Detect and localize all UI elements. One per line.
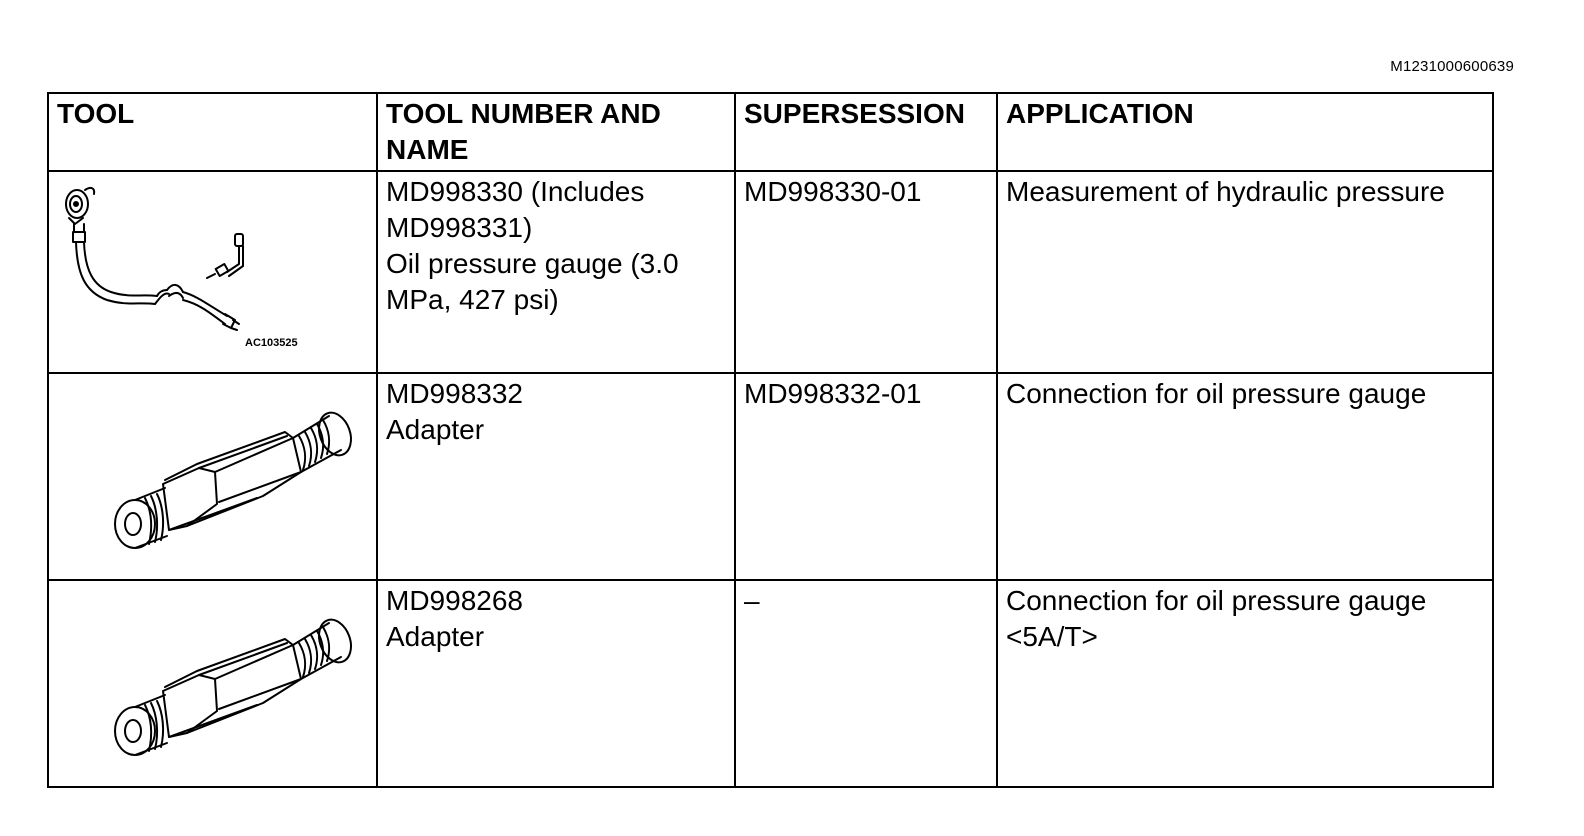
adapter-icon	[57, 583, 384, 786]
header-application: APPLICATION	[997, 93, 1493, 171]
tool-number: MD998330 (Includes MD998331)	[386, 176, 645, 243]
tool-number: MD998332	[386, 378, 523, 409]
document-id: M1231000600639	[1390, 58, 1514, 75]
supersession-cell: MD998332-01	[735, 373, 997, 580]
header-tool-number-and-name: TOOL NUMBER AND NAME	[377, 93, 735, 171]
application-cell: Connection for oil pressure gauge	[997, 373, 1493, 580]
tool-image-cell	[48, 171, 377, 373]
special-tools-table	[47, 92, 1494, 788]
tool-image-label: AC103525	[245, 337, 298, 349]
oil-pressure-gauge-icon	[57, 174, 384, 372]
supersession-cell: –	[735, 580, 997, 787]
header-supersession: SUPERSESSION	[735, 93, 997, 171]
tool-number-cell	[377, 171, 735, 373]
table-row	[48, 373, 1493, 580]
tool-number-cell	[377, 373, 735, 580]
tool-image-cell	[48, 373, 377, 580]
table-header-row	[48, 93, 1493, 171]
application-cell: Connection for oil pressure gauge <5A/T>	[997, 580, 1493, 787]
tool-number: MD998268	[386, 585, 523, 616]
table-row	[48, 171, 1493, 373]
tool-name: Adapter	[386, 621, 485, 652]
adapter-icon	[57, 376, 384, 579]
table-row	[48, 580, 1493, 787]
application-cell: Measurement of hydraulic pressure	[997, 171, 1493, 373]
tool-name: Oil pressure gauge (3.0 MPa, 427 psi)	[386, 248, 679, 315]
header-tool: TOOL	[48, 93, 377, 171]
tool-name: Adapter	[386, 414, 485, 445]
tool-number-cell	[377, 580, 735, 787]
supersession-cell: MD998330-01	[735, 171, 997, 373]
tool-image-cell	[48, 580, 377, 787]
